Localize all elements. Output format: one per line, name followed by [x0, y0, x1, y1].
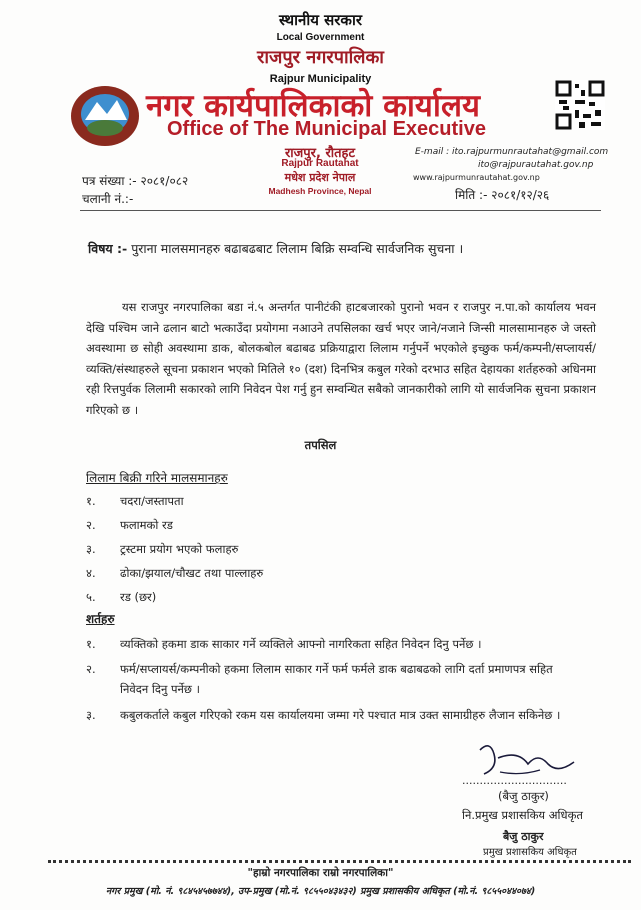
list-item: चदरा/जस्तापता [120, 494, 184, 508]
term-item: फर्म/सप्लायर्स/कम्पनीको हकमा लिलाम साकार गर्ने फर्म फर्मले डाक बढाबढको लागि दर्ता प्रमाणपत्र सहित निवेदन दिनु पर्नेछ । [120, 662, 553, 696]
signatory-name: (बैजु ठाकुर) [498, 789, 549, 803]
item-number: ४. [86, 566, 96, 580]
subject-text: पुराना मालसमानहरु बढाबढबाट लिलाम बिक्रि सम्वन्धि सार्वजनिक सुचना । [131, 241, 464, 256]
website: www.rajpurmunrautahat.gov.np [413, 173, 540, 182]
item-number: १. [86, 494, 96, 508]
office-title-en: Office of The Municipal Executive [167, 118, 486, 140]
letter-number: पत्र संख्या :- २०८१/०८२ [82, 174, 189, 188]
office-title-np: नगर कार्यपालिकाको कार्यालय [146, 88, 480, 124]
footer-divider [48, 860, 631, 863]
list-item: ढोका/झयाल/चौखट तथा पाल्लाहरु [120, 566, 264, 580]
items-title: लिलाम बिक्री गरिने मालसमानहरु [86, 471, 228, 485]
footer-contacts: नगर प्रमुख (मो. नं. ९८४५४५७७४४), उप-प्रमुख (मो.नं. ९८५५०४३४३२) प्रमुख प्रशासकीय अधिकृत (मो.नं. ९८५५०४४०७४) [105, 886, 536, 897]
notice-body: यस राजपुर नगरपालिका बडा नं.५ अन्तर्गत पानीटंकी हाटबजारको पुरानो भवन र राजपुर न.पा.को कार्यालय भवन देखि पश्चिम जाने ढलान बाटो भत्काउँदा प्रयोगमा नआउने तपसिलका खर्च भएर जाने/नजाने जिन्सी मालसामानहरु जे जस्तो अवस्थामा छ सोही अवस्थामा डाक, बोलकबोल बढाबढ प्रक्रियाद्वारा लिलाम गर्नुपर्ने भएकोले इच्छुक फर्म/कम्पनी/सप्लायर्स/व्यक्ति/संस्थाहरुले सूचना प्रकाशन भएको मितिले १० (दश) दिनभित्र कबुल गरेको दरभाउ सहित देहायका शर्तहरुको अधिनमा रही रित्तपुर्वक लिलामी सकारको लागि निवेदन पेश गर्नु हुन सम्वन्धित सबैको जानकारीको लागि यो सार्वजनिक सुचना प्रकाशन गरिएको छ । [86, 300, 596, 417]
province-np: मधेश प्रदेश नेपाल [284, 171, 356, 184]
province-en: Madhesh Province, Nepal [268, 186, 372, 196]
local-gov-np: स्थानीय सरकार [279, 11, 362, 29]
header-divider [80, 210, 601, 211]
item-number: ३. [86, 542, 96, 556]
stamp-name: बैजु ठाकुर [503, 830, 544, 843]
letter-date: मिति :- २०८१/१२/२६ [455, 188, 550, 202]
term-item: कबुलकर्ताले कबुल गरिएको रकम यस कार्यालयमा जम्मा गरे पश्चात मात्र उक्त सामाग्रीहरु लैजान सकिनेछ । [120, 708, 561, 722]
terms-title: शर्तहरु [86, 612, 115, 626]
email-secondary: ito@rajpurautahat.gov.np [478, 160, 594, 170]
dispatch-number: चलानी नं.:- [82, 192, 134, 206]
list-item: रड (छर) [120, 590, 157, 604]
municipality-np: राजपुर नगरपालिका [257, 47, 384, 68]
item-number: ५. [86, 590, 96, 604]
item-number: २. [86, 518, 96, 532]
term-number: २. [86, 662, 96, 676]
subject-line [88, 240, 463, 257]
list-item: फलामको रड [120, 518, 173, 532]
address-en: Rajpur Rautahat [281, 158, 359, 169]
nepal-emblem-logo [65, 80, 145, 150]
signatory-title: नि.प्रमुख प्रशासकिय अधिकृत [462, 808, 583, 822]
footer-slogan: "हाम्रो नगरपालिका राम्रो नगरपालिका" [247, 867, 394, 879]
list-item: ट्रस्टमा प्रयोग भएको फलाहरु [120, 542, 239, 556]
subject-label: विषय :- [88, 241, 128, 256]
term-number: १. [86, 637, 96, 651]
municipality-en: Rajpur Municipality [269, 73, 372, 85]
qr-code-icon [555, 80, 605, 130]
term-number: ३. [86, 708, 96, 722]
signature-dots: .............................. [462, 774, 567, 787]
term-item: व्यक्तिको हकमा डाक साकार गर्ने व्यक्तिले आफ्नो नागरिकता सहित निवेदन दिनु पर्नेछ । [120, 637, 482, 651]
email-primary: E-mail : ito.rajpurmunrautahat@gmail.com [415, 147, 609, 157]
stamp-title: प्रमुख प्रशासकिय अधिकृत [483, 847, 577, 858]
local-gov-en: Local Government [276, 32, 365, 43]
schedule-title: तपसिल [304, 438, 337, 452]
address-np: राजपुर, रौतहट [284, 146, 356, 161]
